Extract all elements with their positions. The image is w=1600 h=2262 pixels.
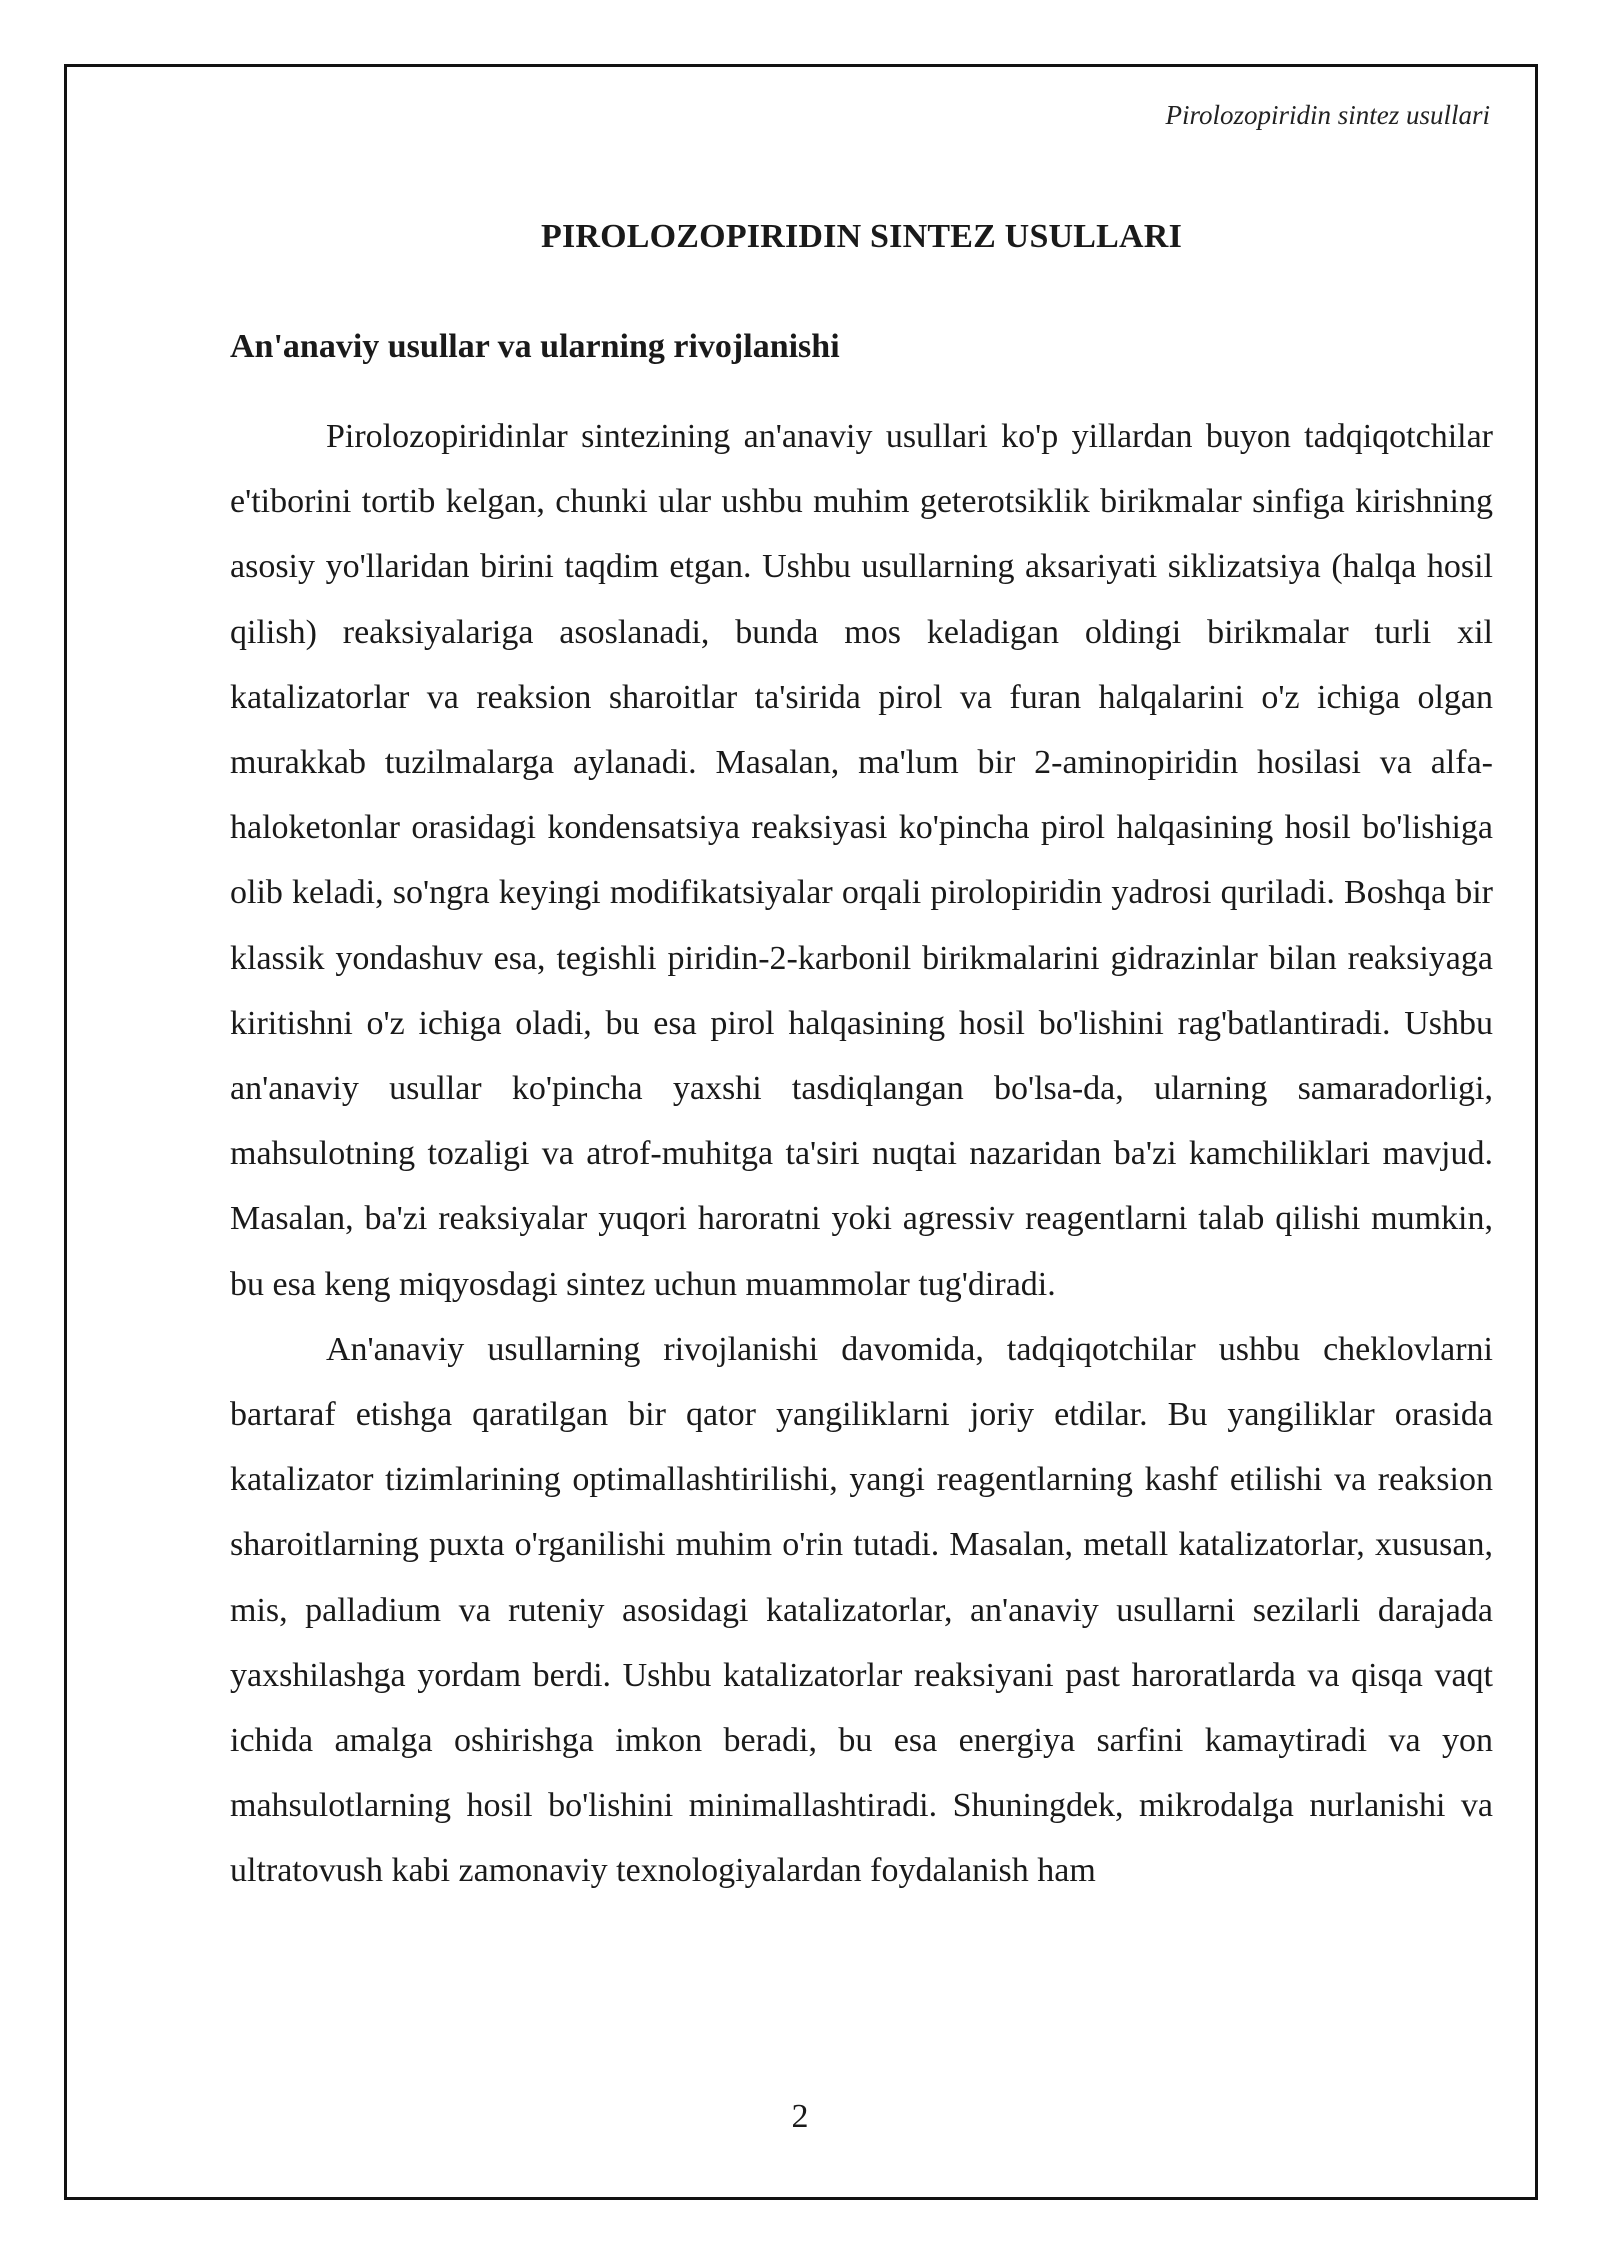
paragraph-1: Pirolozopiridinlar sintezining an'anaviy usullari ko'p yillardan buyon tadqiqotchilar e'tiborini tortib kelgan, chunki ular ushbu muhim geterotsiklik birikmalar sinfiga kirishning asosiy yo'llaridan birini taqdim etgan. Ushbu usullarning aksariyati siklizatsiya (halqa hosil qilish) reaksiyalariga asoslanadi, bunda mos keladigan oldingi birikmalar turli xil katalizatorlar va reaksion sharoitlar ta'sirida pirol va furan halqalarini o'z ichiga olgan murakkab tuzilmalarga aylanadi. Masalan, ma'lum bir 2-aminopiridin hosilasi va alfa-haloketonlar orasidagi kondensatsiya reaksiyasi ko'pincha pirol halqasining hosil bo'lishiga olib keladi, so'ngra keyingi modifikatsiyalar orqali pirolopiridin yadrosi quriladi. Boshqa bir klassik yondashuv esa, tegishli piridin-2-karbonil birikmalarini gidrazinlar bilan reaksiyaga kiritishni o'z ichiga oladi, bu esa pirol halqasining hosil bo'lishini rag'batlantiradi. Ushbu an'anaviy usullar ko'pincha yaxshi tasdiqlangan bo'lsa-da, ularning samaradorligi, mahsulotning tozaligi va atrof-muhitga ta'siri nuqtai nazaridan ba'zi kamchiliklari mavjud. Masalan, ba'zi reaksiyalar yuqori haroratni yoki agressiv reagentlarni talab qilishi mumkin, bu esa keng miqyosdagi sintez uchun muammolar tug'diradi. — [230, 418, 1493, 1303]
section-heading: An'anaviy usullar va ularning rivojlanishi — [230, 328, 840, 365]
paragraph-2: An'anaviy usullarning rivojlanishi davomida, tadqiqotchilar ushbu cheklovlarni bartaraf etishga qaratilgan bir qator yangiliklarni joriy etdilar. Bu yangiliklar orasida katalizator tizimlarining optimallashtirilishi, yangi reagentlarning kashf etilishi va reaksion sharoitlarning puxta o'rganilishi muhim o'rin tutadi. Masalan, metall katalizatorlar, xususan, mis, palladium va ruteniy asosidagi katalizatorlar, an'anaviy usullarni sezilarli darajada yaxshilashga yordam berdi. Ushbu katalizatorlar reaksiyani past haroratlarda va qisqa vaqt ichida amalga oshirishga imkon beradi, bu esa energiya sarfini kamaytiradi va yon mahsulotlarning hosil bo'lishini minimallashtiradi. Shuningdek, mikrodalga nurlanishi va ultratovush kabi zamonaviy texnologiyalardan foydalanish ham — [230, 1330, 1493, 1890]
document-title: PIROLOZOPIRIDIN SINTEZ USULLARI — [540, 218, 1182, 255]
page-number: 2 — [791, 2098, 809, 2135]
running-header: Pirolozopiridin sintez usullari — [1165, 100, 1490, 130]
body-text — [230, 404, 1493, 1904]
